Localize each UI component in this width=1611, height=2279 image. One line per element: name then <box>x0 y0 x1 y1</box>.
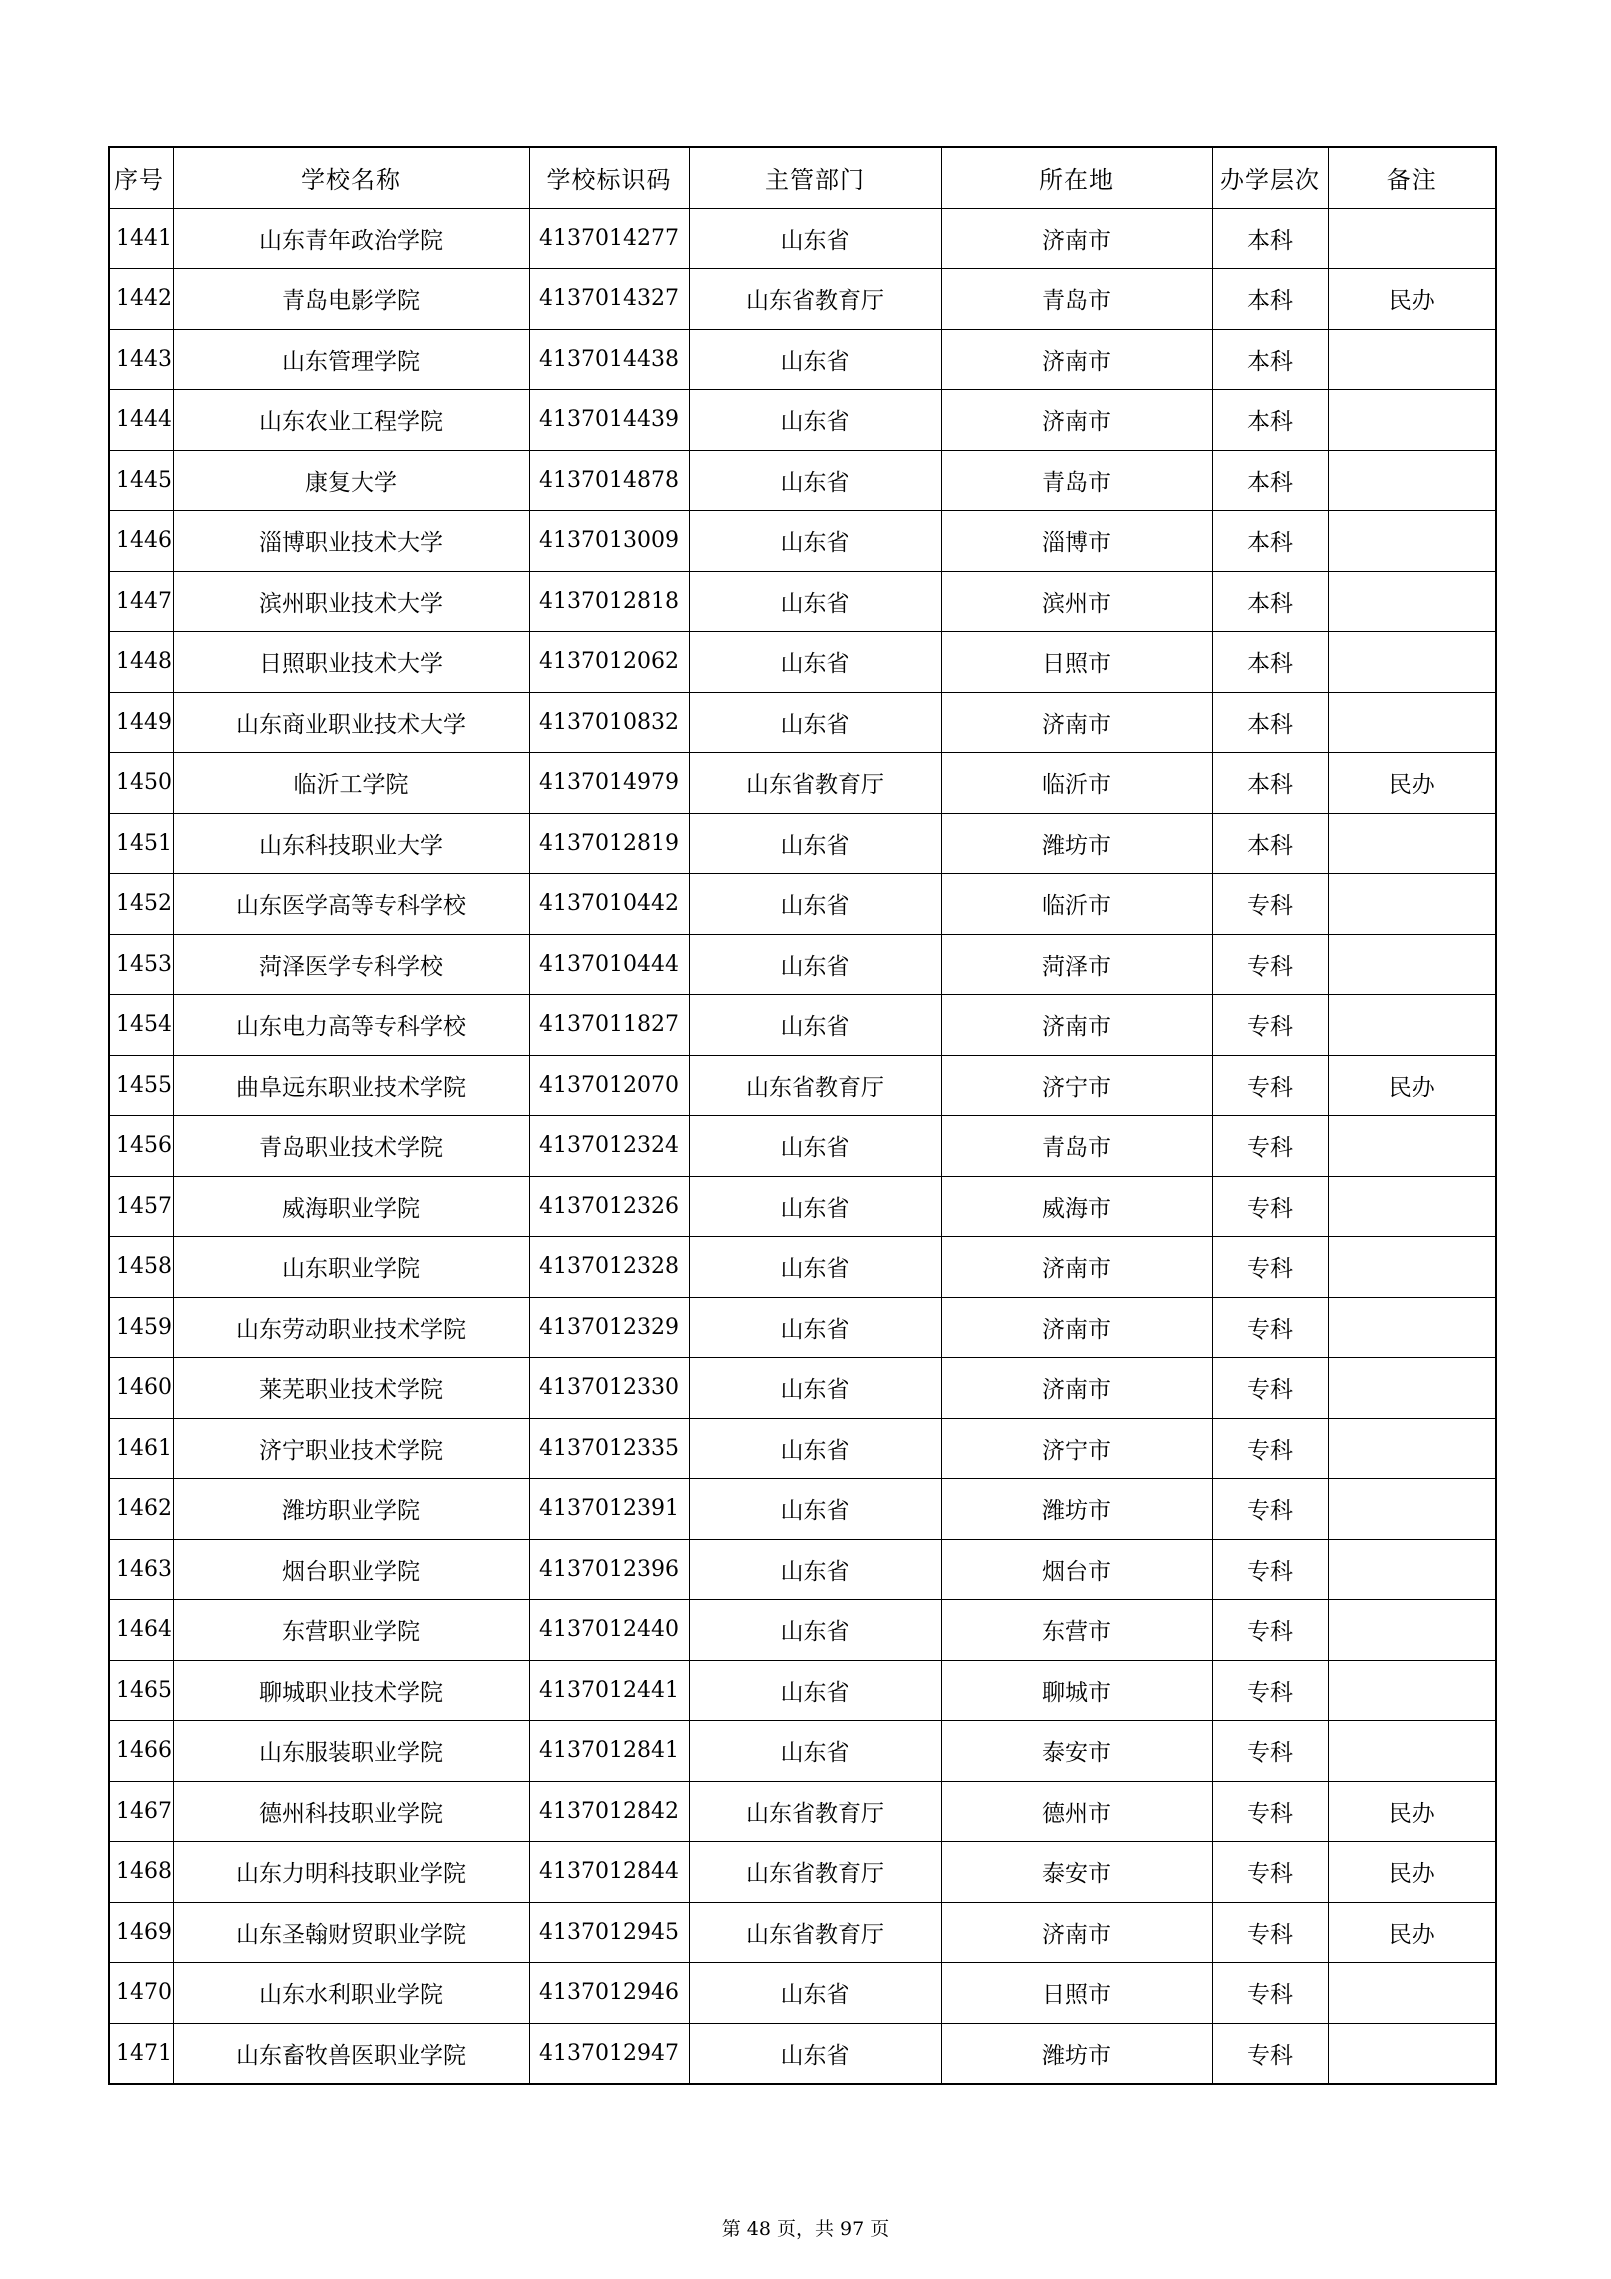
cell-school-name: 菏泽医学专科学校 <box>173 934 529 995</box>
cell-authority: 山东省 <box>689 1963 941 2024</box>
cell-location: 青岛市 <box>941 269 1212 330</box>
table-row <box>109 450 1496 511</box>
cell-school-name: 烟台职业学院 <box>173 1539 529 1600</box>
table-row <box>109 1963 1496 2024</box>
cell-level: 本科 <box>1212 511 1328 572</box>
cell-school-code: 4137014327 <box>529 269 689 330</box>
cell-authority: 山东省 <box>689 692 941 753</box>
cell-level: 专科 <box>1212 1842 1328 1903</box>
cell-serial-number: 1469 <box>109 1902 173 1963</box>
cell-level: 专科 <box>1212 1963 1328 2024</box>
cell-serial-number: 1465 <box>109 1660 173 1721</box>
table-row <box>109 1176 1496 1237</box>
cell-level: 本科 <box>1212 632 1328 693</box>
cell-location: 日照市 <box>941 632 1212 693</box>
cell-serial-number: 1456 <box>109 1116 173 1177</box>
cell-authority: 山东省教育厅 <box>689 269 941 330</box>
cell-level: 专科 <box>1212 1116 1328 1177</box>
cell-location: 滨州市 <box>941 571 1212 632</box>
cell-remarks <box>1328 1237 1496 1298</box>
cell-level: 专科 <box>1212 2023 1328 2084</box>
cell-authority: 山东省 <box>689 1116 941 1177</box>
cell-school-code: 4137012330 <box>529 1358 689 1419</box>
cell-authority: 山东省 <box>689 1721 941 1782</box>
cell-school-code: 4137014878 <box>529 450 689 511</box>
cell-school-name: 山东水利职业学院 <box>173 1963 529 2024</box>
cell-remarks: 民办 <box>1328 1902 1496 1963</box>
cell-serial-number: 1452 <box>109 874 173 935</box>
cell-school-code: 4137012062 <box>529 632 689 693</box>
cell-school-name: 济宁职业技术学院 <box>173 1418 529 1479</box>
cell-school-name: 曲阜远东职业技术学院 <box>173 1055 529 1116</box>
page-number-footer: 第 48 页，共 97 页 <box>721 2218 890 2240</box>
cell-location: 日照市 <box>941 1963 1212 2024</box>
cell-school-name: 山东医学高等专科学校 <box>173 874 529 935</box>
cell-school-name: 山东商业职业技术大学 <box>173 692 529 753</box>
cell-school-name: 康复大学 <box>173 450 529 511</box>
cell-level: 专科 <box>1212 1055 1328 1116</box>
header-location: 所在地 <box>941 147 1212 208</box>
cell-school-name: 潍坊职业学院 <box>173 1479 529 1540</box>
cell-school-name: 淄博职业技术大学 <box>173 511 529 572</box>
cell-school-name: 山东农业工程学院 <box>173 390 529 451</box>
cell-serial-number: 1459 <box>109 1297 173 1358</box>
cell-school-code: 4137012842 <box>529 1781 689 1842</box>
table-row <box>109 1116 1496 1177</box>
cell-school-code: 4137012328 <box>529 1237 689 1298</box>
cell-school-code: 4137012819 <box>529 813 689 874</box>
cell-level: 专科 <box>1212 995 1328 1056</box>
cell-serial-number: 1462 <box>109 1479 173 1540</box>
cell-serial-number: 1455 <box>109 1055 173 1116</box>
cell-school-name: 日照职业技术大学 <box>173 632 529 693</box>
cell-remarks: 民办 <box>1328 1055 1496 1116</box>
cell-location: 泰安市 <box>941 1842 1212 1903</box>
cell-location: 聊城市 <box>941 1660 1212 1721</box>
header-school-code: 学校标识码 <box>529 147 689 208</box>
cell-school-code: 4137012440 <box>529 1600 689 1661</box>
cell-authority: 山东省 <box>689 1479 941 1540</box>
cell-level: 专科 <box>1212 1297 1328 1358</box>
table-row <box>109 511 1496 572</box>
cell-authority: 山东省 <box>689 208 941 269</box>
cell-serial-number: 1446 <box>109 511 173 572</box>
cell-location: 泰安市 <box>941 1721 1212 1782</box>
cell-school-code: 4137012441 <box>529 1660 689 1721</box>
cell-serial-number: 1461 <box>109 1418 173 1479</box>
cell-school-code: 4137012844 <box>529 1842 689 1903</box>
cell-level: 专科 <box>1212 934 1328 995</box>
cell-authority: 山东省教育厅 <box>689 1902 941 1963</box>
cell-remarks <box>1328 934 1496 995</box>
cell-remarks <box>1328 874 1496 935</box>
table-row <box>109 1479 1496 1540</box>
cell-remarks <box>1328 1297 1496 1358</box>
cell-location: 济南市 <box>941 329 1212 390</box>
cell-level: 本科 <box>1212 329 1328 390</box>
cell-location: 济宁市 <box>941 1418 1212 1479</box>
cell-serial-number: 1451 <box>109 813 173 874</box>
cell-remarks: 民办 <box>1328 753 1496 814</box>
cell-school-name: 山东力明科技职业学院 <box>173 1842 529 1903</box>
cell-school-code: 4137012070 <box>529 1055 689 1116</box>
table-row <box>109 269 1496 330</box>
cell-level: 专科 <box>1212 1600 1328 1661</box>
cell-location: 济南市 <box>941 1358 1212 1419</box>
table-row <box>109 1600 1496 1661</box>
cell-school-code: 4137012329 <box>529 1297 689 1358</box>
cell-location: 济南市 <box>941 1297 1212 1358</box>
header-authority: 主管部门 <box>689 147 941 208</box>
cell-school-name: 山东服装职业学院 <box>173 1721 529 1782</box>
cell-remarks <box>1328 692 1496 753</box>
cell-location: 潍坊市 <box>941 1479 1212 1540</box>
cell-level: 专科 <box>1212 874 1328 935</box>
cell-level: 本科 <box>1212 450 1328 511</box>
cell-location: 济南市 <box>941 208 1212 269</box>
cell-authority: 山东省 <box>689 1176 941 1237</box>
cell-school-code: 4137012945 <box>529 1902 689 1963</box>
header-remarks: 备注 <box>1328 147 1496 208</box>
cell-remarks <box>1328 2023 1496 2084</box>
table-body <box>109 208 1496 2084</box>
cell-authority: 山东省 <box>689 1358 941 1419</box>
table-row <box>109 934 1496 995</box>
table-header-row <box>109 147 1496 208</box>
cell-authority: 山东省 <box>689 1237 941 1298</box>
cell-serial-number: 1454 <box>109 995 173 1056</box>
cell-location: 临沂市 <box>941 753 1212 814</box>
table-row <box>109 1539 1496 1600</box>
cell-authority: 山东省 <box>689 1297 941 1358</box>
cell-location: 烟台市 <box>941 1539 1212 1600</box>
cell-school-code: 4137012818 <box>529 571 689 632</box>
cell-school-name: 山东劳动职业技术学院 <box>173 1297 529 1358</box>
cell-level: 本科 <box>1212 571 1328 632</box>
cell-school-code: 4137012947 <box>529 2023 689 2084</box>
table-row <box>109 1055 1496 1116</box>
cell-location: 威海市 <box>941 1176 1212 1237</box>
cell-level: 本科 <box>1212 692 1328 753</box>
cell-location: 青岛市 <box>941 1116 1212 1177</box>
cell-location: 东营市 <box>941 1600 1212 1661</box>
table-row <box>109 1297 1496 1358</box>
cell-remarks <box>1328 450 1496 511</box>
cell-remarks <box>1328 632 1496 693</box>
cell-level: 专科 <box>1212 1902 1328 1963</box>
cell-location: 济宁市 <box>941 1055 1212 1116</box>
cell-serial-number: 1447 <box>109 571 173 632</box>
cell-level: 专科 <box>1212 1479 1328 1540</box>
cell-authority: 山东省 <box>689 1600 941 1661</box>
cell-level: 专科 <box>1212 1358 1328 1419</box>
cell-remarks <box>1328 1600 1496 1661</box>
cell-location: 潍坊市 <box>941 2023 1212 2084</box>
header-serial-number: 序号 <box>109 147 173 208</box>
cell-remarks: 民办 <box>1328 269 1496 330</box>
cell-remarks <box>1328 1116 1496 1177</box>
table-row <box>109 692 1496 753</box>
cell-school-code: 4137014438 <box>529 329 689 390</box>
cell-authority: 山东省 <box>689 813 941 874</box>
table-row <box>109 571 1496 632</box>
cell-level: 本科 <box>1212 269 1328 330</box>
cell-authority: 山东省教育厅 <box>689 753 941 814</box>
cell-serial-number: 1470 <box>109 1963 173 2024</box>
cell-remarks <box>1328 1539 1496 1600</box>
cell-school-name: 青岛职业技术学院 <box>173 1116 529 1177</box>
cell-remarks: 民办 <box>1328 1842 1496 1903</box>
cell-location: 潍坊市 <box>941 813 1212 874</box>
cell-school-name: 山东管理学院 <box>173 329 529 390</box>
cell-remarks <box>1328 995 1496 1056</box>
cell-remarks <box>1328 1358 1496 1419</box>
cell-serial-number: 1468 <box>109 1842 173 1903</box>
header-level: 办学层次 <box>1212 147 1328 208</box>
cell-location: 济南市 <box>941 390 1212 451</box>
cell-authority: 山东省 <box>689 329 941 390</box>
cell-level: 专科 <box>1212 1418 1328 1479</box>
cell-serial-number: 1449 <box>109 692 173 753</box>
cell-serial-number: 1467 <box>109 1781 173 1842</box>
table-row <box>109 995 1496 1056</box>
cell-level: 本科 <box>1212 390 1328 451</box>
cell-level: 本科 <box>1212 208 1328 269</box>
cell-serial-number: 1463 <box>109 1539 173 1600</box>
cell-school-code: 4137014277 <box>529 208 689 269</box>
cell-serial-number: 1442 <box>109 269 173 330</box>
table-row <box>109 632 1496 693</box>
cell-serial-number: 1457 <box>109 1176 173 1237</box>
table-row <box>109 1721 1496 1782</box>
cell-school-code: 4137012335 <box>529 1418 689 1479</box>
cell-serial-number: 1450 <box>109 753 173 814</box>
table-row <box>109 1358 1496 1419</box>
cell-authority: 山东省 <box>689 934 941 995</box>
cell-remarks <box>1328 1418 1496 1479</box>
cell-remarks <box>1328 208 1496 269</box>
cell-school-name: 威海职业学院 <box>173 1176 529 1237</box>
cell-location: 济南市 <box>941 1902 1212 1963</box>
cell-serial-number: 1466 <box>109 1721 173 1782</box>
table-row <box>109 753 1496 814</box>
cell-location: 菏泽市 <box>941 934 1212 995</box>
cell-authority: 山东省 <box>689 450 941 511</box>
table-row <box>109 1660 1496 1721</box>
cell-authority: 山东省 <box>689 390 941 451</box>
cell-serial-number: 1444 <box>109 390 173 451</box>
cell-school-code: 4137010444 <box>529 934 689 995</box>
cell-level: 专科 <box>1212 1176 1328 1237</box>
cell-school-name: 聊城职业技术学院 <box>173 1660 529 1721</box>
cell-remarks <box>1328 1660 1496 1721</box>
cell-remarks <box>1328 1721 1496 1782</box>
cell-level: 专科 <box>1212 1660 1328 1721</box>
cell-level: 专科 <box>1212 1721 1328 1782</box>
cell-school-name: 滨州职业技术大学 <box>173 571 529 632</box>
cell-serial-number: 1448 <box>109 632 173 693</box>
cell-school-code: 4137014979 <box>529 753 689 814</box>
cell-remarks <box>1328 329 1496 390</box>
cell-school-name: 莱芜职业技术学院 <box>173 1358 529 1419</box>
cell-authority: 山东省 <box>689 1539 941 1600</box>
cell-location: 淄博市 <box>941 511 1212 572</box>
cell-school-code: 4137012946 <box>529 1963 689 2024</box>
cell-remarks <box>1328 1479 1496 1540</box>
cell-remarks <box>1328 511 1496 572</box>
table-row <box>109 1902 1496 1963</box>
cell-serial-number: 1458 <box>109 1237 173 1298</box>
table-row <box>109 1781 1496 1842</box>
cell-authority: 山东省 <box>689 995 941 1056</box>
cell-authority: 山东省 <box>689 2023 941 2084</box>
cell-school-code: 4137012326 <box>529 1176 689 1237</box>
cell-remarks <box>1328 390 1496 451</box>
cell-school-name: 山东畜牧兽医职业学院 <box>173 2023 529 2084</box>
table-row <box>109 874 1496 935</box>
cell-authority: 山东省教育厅 <box>689 1055 941 1116</box>
cell-school-name: 山东科技职业大学 <box>173 813 529 874</box>
cell-location: 临沂市 <box>941 874 1212 935</box>
cell-location: 青岛市 <box>941 450 1212 511</box>
table-row <box>109 1842 1496 1903</box>
cell-authority: 山东省 <box>689 1660 941 1721</box>
cell-location: 济南市 <box>941 995 1212 1056</box>
cell-school-code: 4137010442 <box>529 874 689 935</box>
table-row <box>109 813 1496 874</box>
cell-school-code: 4137014439 <box>529 390 689 451</box>
cell-authority: 山东省 <box>689 632 941 693</box>
cell-serial-number: 1453 <box>109 934 173 995</box>
cell-school-code: 4137012396 <box>529 1539 689 1600</box>
cell-authority: 山东省教育厅 <box>689 1842 941 1903</box>
cell-school-code: 4137011827 <box>529 995 689 1056</box>
table-row <box>109 1418 1496 1479</box>
cell-serial-number: 1441 <box>109 208 173 269</box>
cell-school-code: 4137012391 <box>529 1479 689 1540</box>
cell-school-name: 德州科技职业学院 <box>173 1781 529 1842</box>
cell-school-name: 山东圣翰财贸职业学院 <box>173 1902 529 1963</box>
table-row <box>109 1237 1496 1298</box>
cell-authority: 山东省 <box>689 874 941 935</box>
cell-location: 德州市 <box>941 1781 1212 1842</box>
cell-serial-number: 1471 <box>109 2023 173 2084</box>
cell-school-name: 山东职业学院 <box>173 1237 529 1298</box>
cell-remarks <box>1328 1963 1496 2024</box>
cell-school-name: 山东青年政治学院 <box>173 208 529 269</box>
cell-school-code: 4137012324 <box>529 1116 689 1177</box>
cell-school-name: 山东电力高等专科学校 <box>173 995 529 1056</box>
cell-level: 本科 <box>1212 813 1328 874</box>
table-row <box>109 390 1496 451</box>
cell-remarks <box>1328 1176 1496 1237</box>
cell-authority: 山东省 <box>689 511 941 572</box>
cell-level: 专科 <box>1212 1781 1328 1842</box>
table-row <box>109 208 1496 269</box>
cell-school-code: 4137010832 <box>529 692 689 753</box>
cell-remarks <box>1328 571 1496 632</box>
cell-authority: 山东省 <box>689 571 941 632</box>
header-school-name: 学校名称 <box>173 147 529 208</box>
cell-serial-number: 1445 <box>109 450 173 511</box>
cell-school-name: 青岛电影学院 <box>173 269 529 330</box>
cell-level: 专科 <box>1212 1539 1328 1600</box>
cell-serial-number: 1443 <box>109 329 173 390</box>
cell-serial-number: 1464 <box>109 1600 173 1661</box>
cell-level: 专科 <box>1212 1237 1328 1298</box>
school-list-table <box>108 146 1497 2085</box>
cell-school-name: 临沂工学院 <box>173 753 529 814</box>
cell-remarks: 民办 <box>1328 1781 1496 1842</box>
table-row <box>109 2023 1496 2084</box>
cell-school-name: 东营职业学院 <box>173 1600 529 1661</box>
cell-location: 济南市 <box>941 692 1212 753</box>
cell-authority: 山东省教育厅 <box>689 1781 941 1842</box>
cell-level: 本科 <box>1212 753 1328 814</box>
cell-authority: 山东省 <box>689 1418 941 1479</box>
cell-location: 济南市 <box>941 1237 1212 1298</box>
table-row <box>109 329 1496 390</box>
cell-serial-number: 1460 <box>109 1358 173 1419</box>
cell-remarks <box>1328 813 1496 874</box>
cell-school-code: 4137012841 <box>529 1721 689 1782</box>
cell-school-code: 4137013009 <box>529 511 689 572</box>
